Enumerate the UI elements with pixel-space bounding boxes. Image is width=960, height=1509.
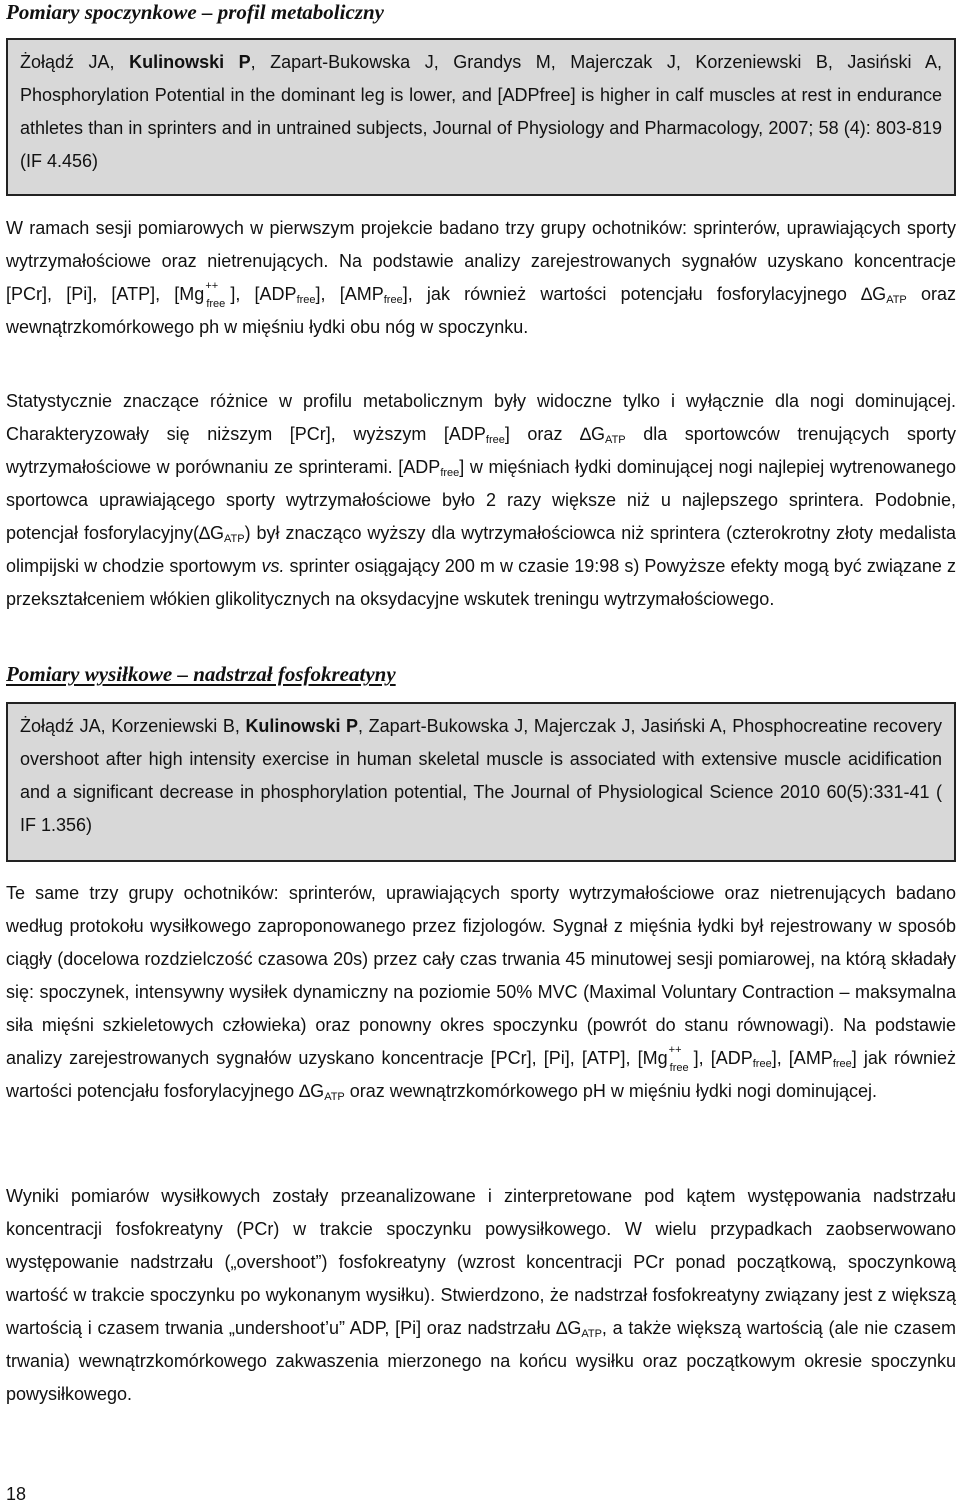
page-number: 18: [6, 1484, 27, 1504]
citation-body: , Zapart-Bukowska J, Majerczak J, Jasiński A, Phosphocreatine recovery overshoot after high intensity exercise in human skeletal muscle is associated with extensive muscle acidification and a significant decrease in phosphorylation potential, The Journal of Physiological Science 2010 60(5):331-41 ( IF 1.356): [20, 716, 942, 835]
delta-symbol: ∆: [861, 284, 873, 304]
citation-box-2: [6, 702, 956, 862]
paragraph-exercise-methods: Te same trzy grupy ochotników: sprinterów, uprawiających sporty wytrzymałościowe oraz nietrenujących badano według protokołu wysiłkowego zaproponowanego przez fizjologów. Sygnał z mięśnia łydki był rejestrowany w sposób ciągły (docelowa rozdzielczość czasowa 20s) przez cały czas trwania 45 minutowej sesji pomiarowej, na którą składały się: spoczynek, intensywny wysiłek dynamiczny na poziomie 50% MVC (Maximal Voluntary Contraction – maksymalna siła mięśni szkieletowych człowieka) oraz ponowny okres spoczynku (powrót do stanu równowagi). Na podstawie analizy zarejestrowanych sygnałów uzyskano koncentracje [PCr], [Pi], [ATP], [Mg ++ free ], $[ADP_{free}]$, $[AMP_{free}]$ jak również wartości potencjału fosforylacyjnego $\Delta G_{ATP}$ oraz wewnątrzkomórkowego pH w mięśniu łydki nogi dominującej.: [6, 883, 957, 1103]
citation-authors: Żołądź JA,: [20, 52, 130, 72]
section-title-exercise: Pomiary wysiłkowe – nadstrzał fosfokreatyny: [6, 662, 396, 686]
citation-body: , Zapart-Bukowska J, Grandys M, Majerczak J, Korzeniewski B, Jasiński A, Phosphorylation Potential in the dominant leg is lower, and [ADPfree] is higher in calf muscles at rest in endurance athletes than in sprinters and in untrained subjects, Journal of Physiology and Pharmacology, 2007; 58 (4): 803-819 (IF 4.456): [20, 52, 942, 171]
paragraph-exercise-results: Wyniki pomiarów wysiłkowych zostały przeanalizowane i zinterpretowane pod kątem występowania nadstrzału koncentracji fosfokreatyny (PCr) w trakcie spoczynku powysiłkowego. W wielu przypadkach zaobserwowano występowanie nadstrzału („overshoot”) fosfokreatyny (wzrost koncentracji PCr ponad początkową, spoczynkową wartość w trakcie spoczynku po wykonanym wysiłku). Stwierdzono, że nadstrzał fosfokreatyny związany jest z większą wartością i czasem trwania „undershoot’u” ADP, [Pi] oraz nadstrzału $\Delta G_{ATP}$, a także większą wartością (ale nie czasem trwania) wewnątrzkomórkowego zakwaszenia mierzonego na końcu wysiłku oraz początkowym okresie spoczynku powysiłkowego.: [6, 1186, 956, 1404]
section-title-resting: Pomiary spoczynkowe – profil metaboliczny: [6, 0, 384, 24]
citation-author-highlight: Kulinowski P: [129, 52, 251, 72]
citation-box-1: [6, 38, 956, 196]
citation-authors: Żołądź JA, Korzeniewski B,: [20, 716, 246, 736]
paragraph-resting-results: Statystycznie znaczące różnice w profilu metabolicznym były widoczne tylko i wyłącznie dla nogi dominującej. Charakteryzowały się niższym [PCr], wyższym $[ADP_{free}]$ oraz $\Delta G_{ATP}$ dla sportowców trenujących sporty wytrzymałościowe w porównaniu ze sprinterami. $[ADP_{free}]$ w mięśniach łydki dominującej nogi najlepiej wytrenowanego sportowca uprawiającego sporty wytrzymałościowe było 2 razy większe niż u najlepszego sprintera. Podobnie, potencjał $fosforylacyjny(\Delta G_{ATP})$ był znacząco wyższy dla wytrzymałościowca niż sprintera (czterokrotny złoty medalista olimpijski w chodzie sportowym vs. sprinter osiągający 200 m w czasie 19:98 s) Powyższe efekty mogą być związane z przekształceniem włókien glikolitycznych na oksydacyjne wskutek treningu wytrzymałościowego.: [6, 391, 956, 609]
citation-author-highlight: Kulinowski P: [245, 716, 359, 736]
paragraph-resting-methods: W ramach sesji pomiarowych w pierwszym projekcie badano trzy grupy ochotników: sprinterów, uprawiających sporty wytrzymałościowe oraz nietrenujących. Na podstawie analizy zarejestrowanych sygnałów uzyskano koncentracje [PCr], [Pi], [ATP], [Mg ++ free ], $[ADP_{free}]$, $[AMP_{free}]$, jak również wartości potencjału fosforylacyjnego $\Delta G_{ATP}$ oraz wewnątrzkomórkowego ph w mięśniu łydki obu nóg w spoczynku.: [6, 218, 956, 337]
